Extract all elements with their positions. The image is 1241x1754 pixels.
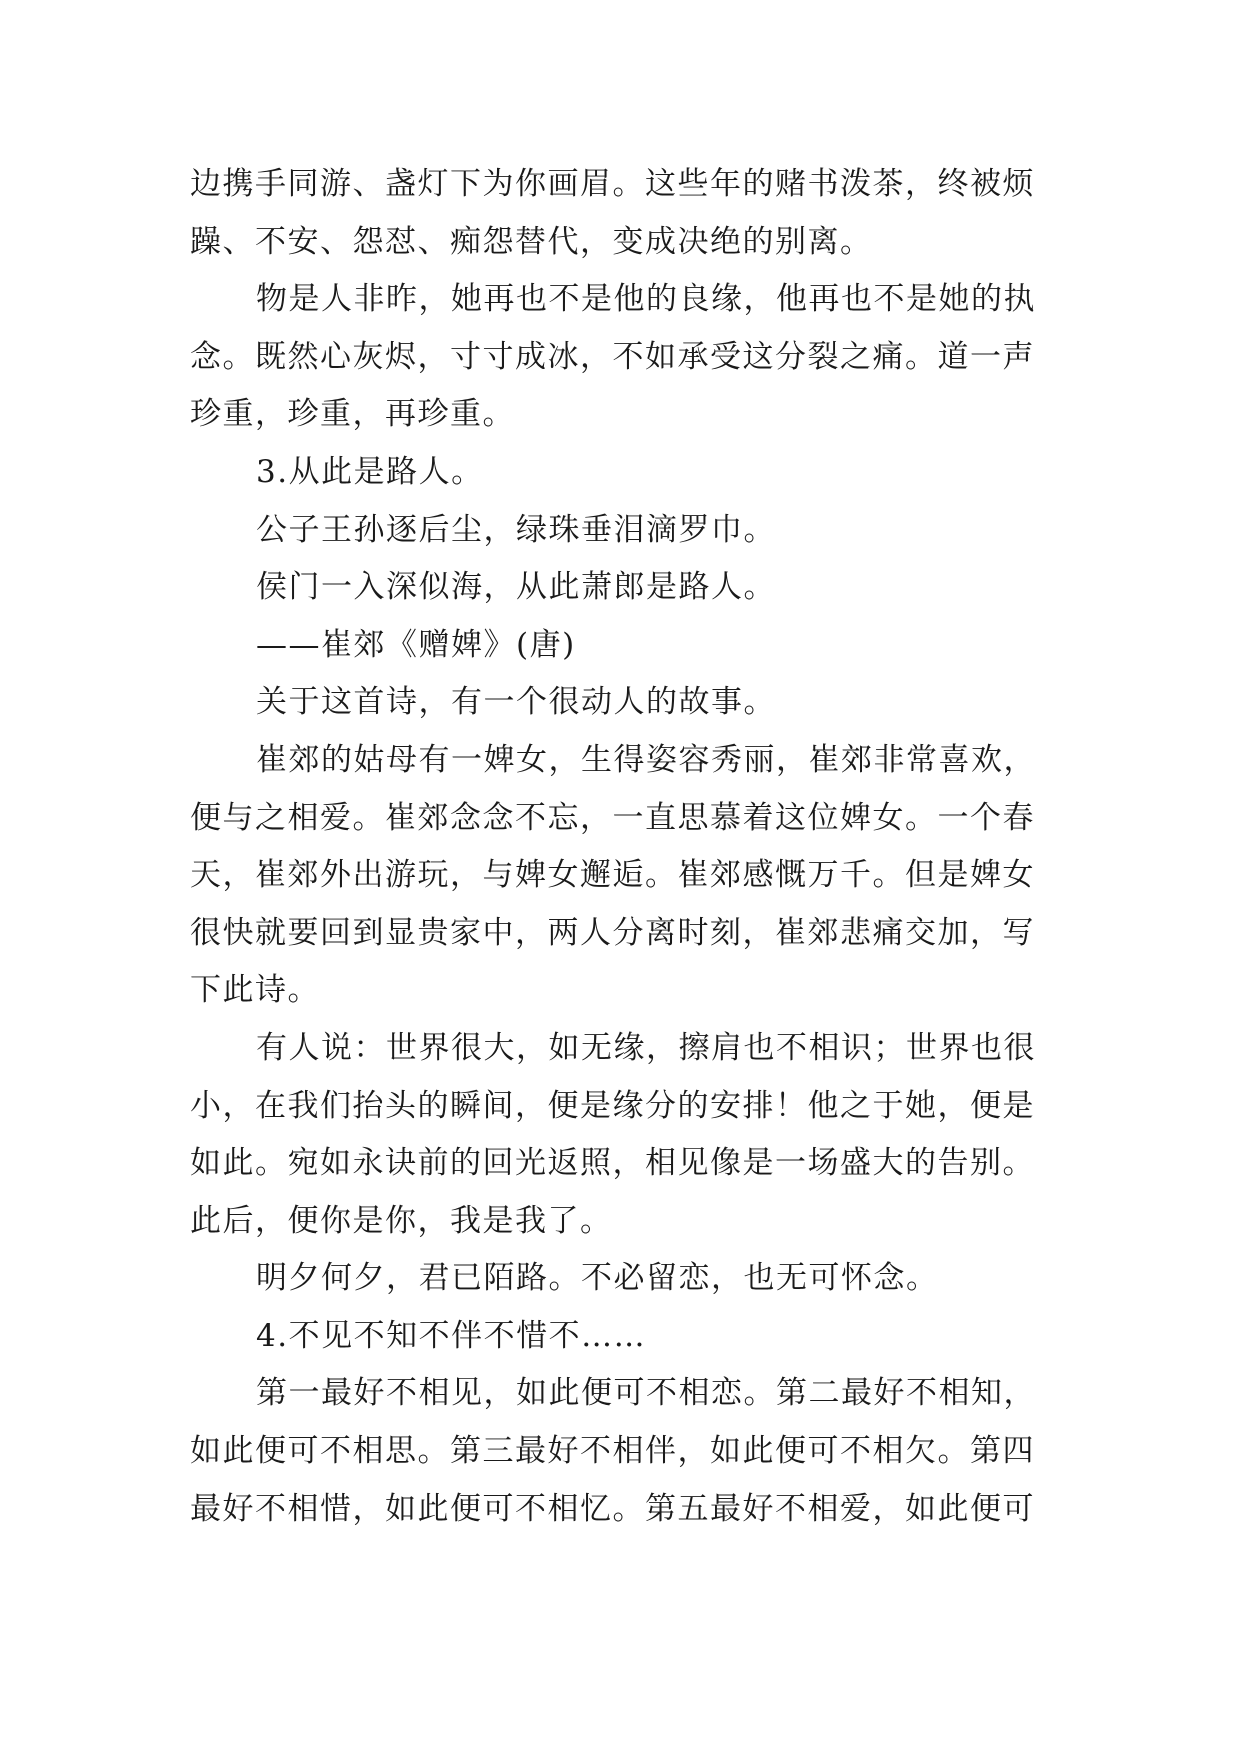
text-line: 边携手同游、盏灯下为你画眉。这些年的赌书泼茶，终被烦: [190, 166, 1035, 202]
text-line: 此后，便你是你，我是我了。: [190, 1202, 613, 1239]
body-text: [190, 156, 1070, 1538]
text-line: 小，在我们抬头的瞬间，便是缘分的安排！他之于她，便是: [190, 1087, 1035, 1124]
text-line: 念。既然心灰烬，寸寸成冰，不如承受这分裂之痛。道一声: [190, 338, 1035, 375]
text-line: 明夕何夕，君已陌路。不必留恋，也无可怀念。: [256, 1260, 939, 1297]
text-line: 如此。宛如永诀前的回光返照，相见像是一场盛大的告别。: [190, 1145, 1035, 1182]
text-line: 最好不相惜，如此便可不相忆。第五最好不相爱，如此便可: [190, 1490, 1035, 1527]
text-line: 很快就要回到显贵家中，两人分离时刻，崔郊悲痛交加，写: [190, 914, 1035, 951]
text-line: 3.从此是路人。: [256, 453, 484, 490]
text-line: 下此诗。: [190, 972, 320, 1009]
text-line: 崔郊的姑母有一婢女，生得姿容秀丽，崔郊非常喜欢，: [256, 741, 1036, 778]
text-line: 第一最好不相见，如此便可不相恋。第二最好不相知，: [256, 1375, 1036, 1412]
text-line: 侯门一入深似海，从此萧郎是路人。: [256, 569, 776, 606]
text-line: 公子王孙逐后尘，绿珠垂泪滴罗巾。: [256, 511, 776, 548]
text-line: 便与之相爱。崔郊念念不忘，一直思慕着这位婢女。一个春: [190, 799, 1035, 836]
text-line: 躁、不安、怨怼、痴怨替代，变成决绝的别离。: [190, 223, 873, 260]
text-line: 物是人非昨，她再也不是他的良缘，他再也不是她的执: [256, 281, 1036, 318]
text-line: 有人说：世界很大，如无缘，擦肩也不相识；世界也很: [256, 1029, 1036, 1066]
text-line: 关于这首诗，有一个很动人的故事。: [256, 684, 776, 721]
text-line: 珍重，珍重，再珍重。: [190, 396, 515, 433]
text-line: 如此便可不相思。第三最好不相伴，如此便可不相欠。第四: [190, 1433, 1035, 1470]
text-line: 4.不见不知不伴不惜不……: [256, 1317, 647, 1354]
text-line: 天，崔郊外出游玩，与婢女邂逅。崔郊感慨万千。但是婢女: [190, 857, 1035, 894]
text-line: ——崔郊《赠婢》(唐): [256, 626, 576, 663]
